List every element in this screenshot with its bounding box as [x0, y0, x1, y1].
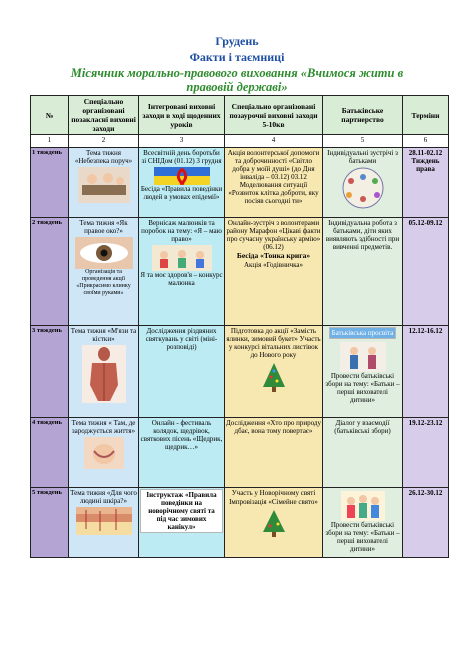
- cell-terms: 19.12-23.12: [403, 418, 449, 488]
- table-row: [31, 148, 449, 218]
- table-row: [31, 326, 449, 418]
- cell-parents: Індивідуальна робота з батьками, діти яких виявляють здібності при вивченні предметів.: [323, 218, 403, 326]
- cell-text: Тема тижня «Небезпека поруч»: [74, 149, 133, 165]
- cell-afterclass: [69, 418, 139, 488]
- family-circle-icon: [337, 167, 389, 209]
- cell-extracurricular: [225, 326, 323, 418]
- cell-integrated: [139, 488, 225, 558]
- month-title: Грудень: [215, 34, 259, 48]
- cell-parents: [323, 148, 403, 218]
- cell-text: Бесіда «Тонка крига»: [236, 251, 311, 260]
- cell-text: Акція «Годівничка»: [243, 261, 304, 269]
- cell-text: Провести батьківські збори на тему: «Батьки – перші вихователі дитини»: [325, 521, 400, 553]
- week-label: 3 тиждень: [31, 326, 69, 418]
- cell-text: Тема тижня «Як прaвoe око?»: [79, 219, 128, 235]
- table-row: [31, 488, 449, 558]
- cell-text: Провести батьківські збори на тему: «Батьки – перші вихователі дитини»: [325, 372, 400, 404]
- cell-afterclass: [69, 218, 139, 326]
- cell-integrated: [139, 218, 225, 326]
- col-header-extracurricular: Спеціально організовані позаурочні виховні заходи 5-10кв: [225, 96, 323, 135]
- cell-terms: 26.12-30.12: [403, 488, 449, 558]
- christmas-tree-icon: [261, 361, 287, 393]
- cell-extracurricular: [225, 218, 323, 326]
- cell-terms: 05.12-09.12: [403, 218, 449, 326]
- cell-text: Тема тижня «Для чого людині шкіра?»: [70, 489, 137, 505]
- happy-family-icon: [341, 491, 385, 521]
- christmas-tree-icon: [261, 508, 287, 538]
- cell-text: Онлайн-зустріч з волонтерами району Марафон «Цікаві факти про сучасну українську армію» (06.12): [226, 219, 321, 251]
- cell-terms: 28.11-02.12 Тиждень права: [403, 148, 449, 218]
- cell-parents: Діалог у взаємодії (батьківські збори): [323, 418, 403, 488]
- column-number-row: [31, 135, 449, 148]
- theme-title: Місячник морально-правового виховання «Вчимося жити в правовій державі»: [70, 66, 404, 94]
- cell-afterclass: [69, 326, 139, 418]
- cell-integrated: Онлайн - фестиваль колядок, щедрівок, святкових пісень «Щедрик, щедрик…»: [139, 418, 225, 488]
- column-number: 3: [139, 135, 225, 148]
- eye-photo-icon: [75, 237, 133, 269]
- cell-text: Індивідуальні зустрічі з батьками: [327, 149, 398, 165]
- cell-terms: 12.12-16.12: [403, 326, 449, 418]
- column-number: 6: [403, 135, 449, 148]
- cell-extracurricular: Акція волонтерської допомоги та доброчинності «Світло добра у моїй душі» (до Дня інваліда – 03.12) 03.12 Моделювання ситуації «Розвиток кліткa доброти, яку посіяв сьогодні ти»: [225, 148, 323, 218]
- muscle-anatomy-icon: [82, 345, 126, 403]
- cell-text: Тема тижня « Там, де зароджується життя»: [71, 419, 136, 435]
- cell-text: Інструктаж «Правила поведінки на новорічному святі та під час зимових канікул»: [140, 489, 223, 533]
- cell-text: Підготовка до акції «Замість ялинки, зимовий букет» Участь у конкурсі вітальних листівок до Нового року: [226, 327, 321, 359]
- facts-title: Факти і таємниці: [189, 50, 285, 64]
- classroom-photo-icon: [78, 167, 130, 203]
- week-label: 4 тиждень: [31, 418, 69, 488]
- cell-text: Я та мoє здоров'я – конкурс малюнка: [140, 271, 223, 287]
- plan-table: [30, 95, 449, 558]
- cell-text: Батьківська просвіта: [329, 327, 397, 339]
- week-label: 5 тиждень: [31, 488, 69, 558]
- cell-integrated: [139, 148, 225, 218]
- children-drawing-icon: [152, 245, 212, 271]
- cell-extracurricular: Дослідження «Хто про природу дбає, вона тому повертає»: [225, 418, 323, 488]
- skin-layers-icon: [76, 507, 132, 535]
- cell-text: Всесвітній день боротьби зі СНІДом (01.12) 3 грудня: [141, 149, 222, 165]
- column-number: 1: [31, 135, 69, 148]
- cell-text: Бесіда «Правила поведінки людей в умовах епідемії»: [140, 185, 223, 201]
- cell-integrated: Дослідження різдвяних святкувань у світі (міні-розповіді): [139, 326, 225, 418]
- table-header-row: [31, 96, 449, 135]
- col-header-terms: Терміни: [403, 96, 449, 135]
- cell-text: Тема тижня «М'язи та кістки»: [70, 327, 137, 343]
- week-label: 2 тиждень: [31, 218, 69, 326]
- col-header-parents: Батьківське партнерство: [323, 96, 403, 135]
- cell-text: Участь у Новорічному святі: [231, 489, 316, 497]
- week-label: 1 тиждень: [31, 148, 69, 218]
- cell-afterclass: [69, 488, 139, 558]
- aids-ribbon-flag-icon: [154, 167, 210, 185]
- cell-parents: [323, 326, 403, 418]
- table-row: [31, 218, 449, 326]
- cell-text: Організація та проведення акції «Прикрасимо клинку своїми руками»: [76, 269, 131, 296]
- cell-text: Вернісаж малюнків та порoбок на тему: «Я – маю право»: [141, 219, 222, 243]
- table-row: [31, 418, 449, 488]
- column-number: 5: [323, 135, 403, 148]
- cell-parents: [323, 488, 403, 558]
- pregnancy-photo-icon: [84, 437, 124, 469]
- column-number: 4: [225, 135, 323, 148]
- col-header-afterclass: Спеціально організовані позакласні виховні заходи: [69, 96, 139, 135]
- cell-extracurricular: [225, 488, 323, 558]
- cell-afterclass: [69, 148, 139, 218]
- cell-text: Імпровізація «Сімейне свято»: [229, 498, 318, 506]
- col-header-number: №: [31, 96, 69, 135]
- column-number: 2: [69, 135, 139, 148]
- col-header-integrated: Інтегровані виховні заходи в ході щоденних уроків: [139, 96, 225, 135]
- parents-meeting-icon: [340, 342, 386, 372]
